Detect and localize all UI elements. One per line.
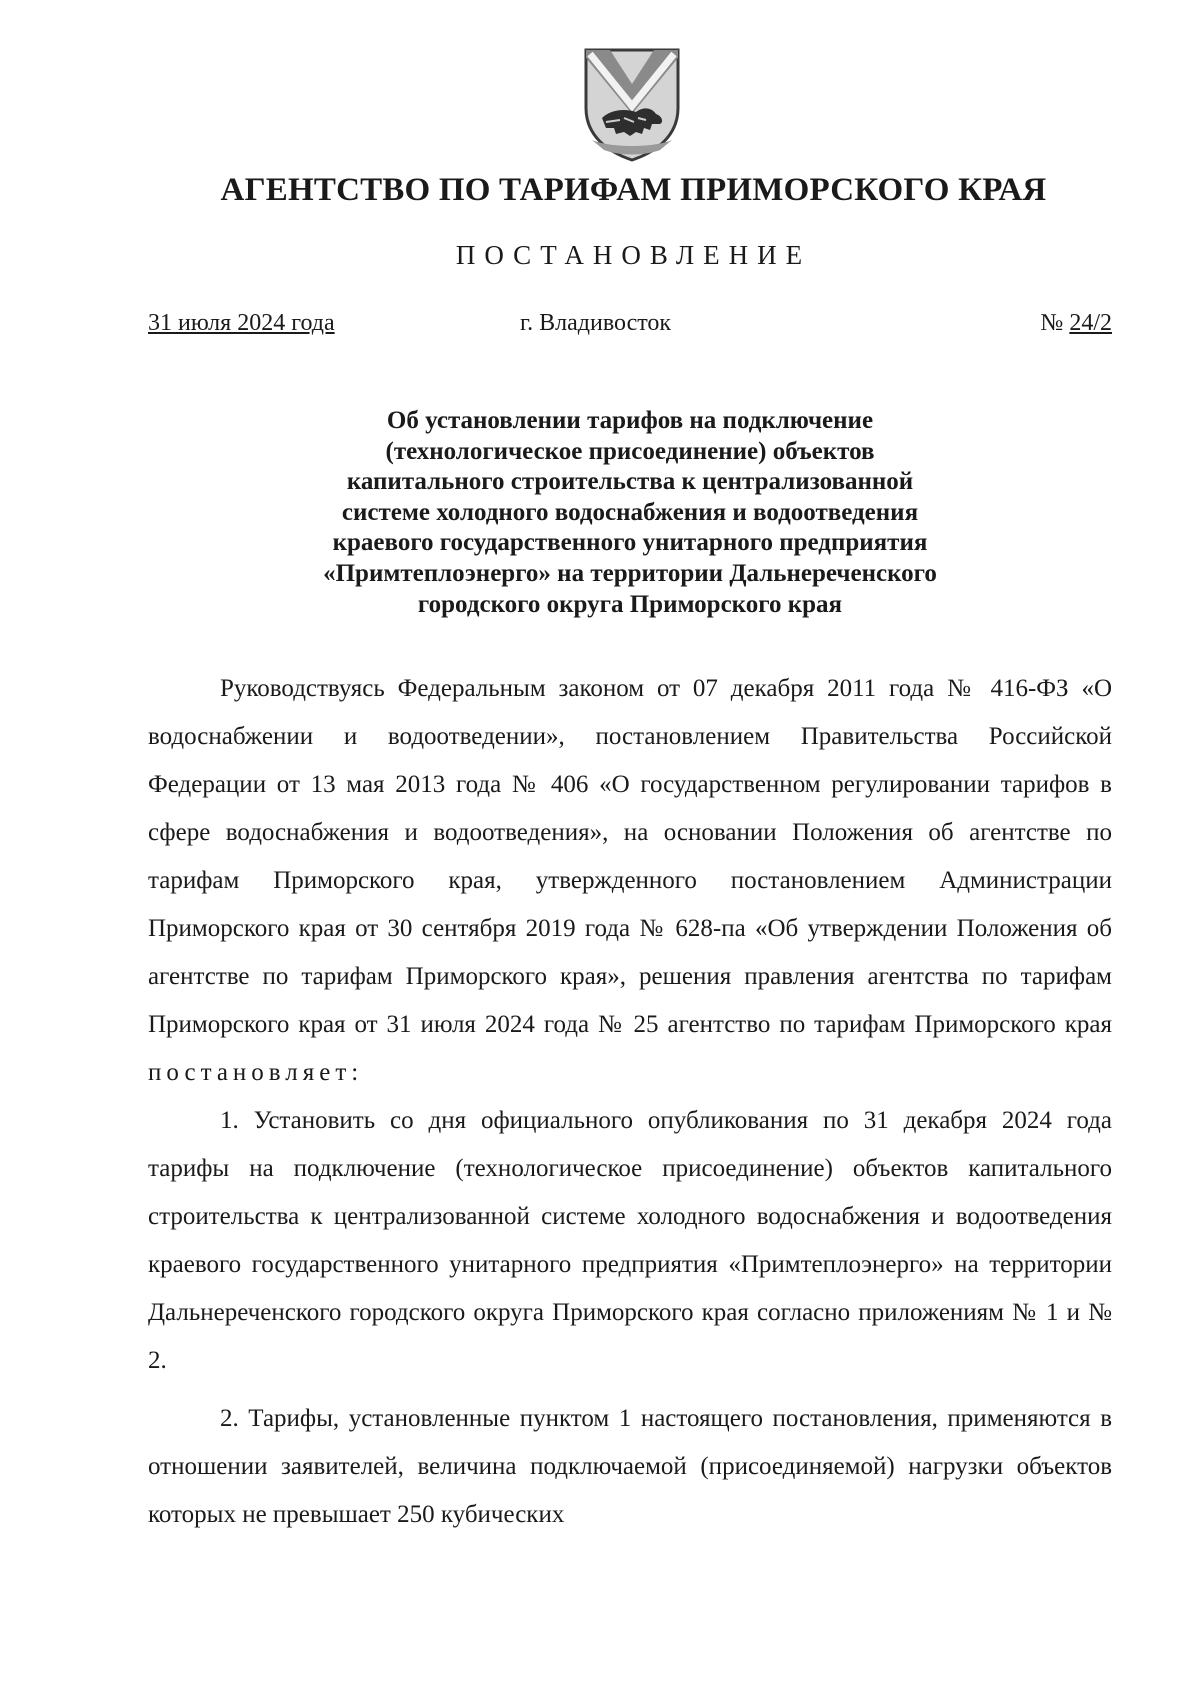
coat-of-arms-emblem bbox=[580, 44, 684, 164]
agency-title: АГЕНТСТВО ПО ТАРИФАМ ПРИМОРСКОГО КРАЯ bbox=[220, 172, 1047, 208]
number-prefix: № bbox=[1040, 310, 1064, 336]
subject-line: городского округа Приморского края bbox=[417, 590, 843, 618]
subject-line: краевого государственного унитарного предприятия bbox=[332, 529, 928, 557]
preamble-paragraph bbox=[148, 665, 1112, 1097]
item-1-paragraph: 1. Установить со дня официального опубликования по 31 декабря 2024 года тарифы на подключение (технологическое присоединение) объектов капитального строительства к централизованной системе холодного водоснабжения и водоотведения краевого государственного унитарного предприятия «Примтеплоэнерго» на территории Дальнереченского городского округа Приморского края согласно приложениям № 1 и № 2. bbox=[148, 1107, 1112, 1374]
document-date: 31 июля 2024 года bbox=[148, 310, 335, 336]
subject-line: капитального строительства к централизованной bbox=[346, 468, 914, 496]
subject-line: «Примтеплоэнерго» на территории Дальнереченского bbox=[323, 559, 937, 587]
document-type: ПОСТАНОВЛЕНИЕ bbox=[455, 240, 812, 270]
subject-line: Об установлении тарифов на подключение bbox=[386, 407, 874, 434]
document-subject bbox=[230, 406, 1030, 620]
document-city: г. Владивосток bbox=[520, 310, 672, 336]
item-2-paragraph: 2. Тарифы, установленные пунктом 1 настоящего постановления, применяются в отношении заявителей, величина подключаемой (присоединяемой) нагрузки объектов которых не превышает 250 кубических bbox=[148, 1405, 1112, 1528]
preamble-text: Руководствуясь Федеральным законом от 07 декабря 2011 года № 416-ФЗ «О водоснабжении и водоотведении», постановлением Правительства Российской Федерации от 13 мая 2013 года № 406 «О государственном регулировании тарифов в сфере водоснабжения и водоотведения», на основании Положения об агентстве по тарифам Приморского края, утвержденного постановлением Администрации Приморского края от 30 сентября 2019 года № 628-па «Об утверждении Положения об агентстве по тарифам Приморского края», решения правления агентства по тарифам Приморского края от 31 июля 2024 года № 25 агентство по тарифам Приморского края bbox=[148, 675, 1112, 1038]
subject-line: системе холодного водоснабжения и водоотведения bbox=[341, 498, 919, 526]
document-body bbox=[148, 665, 1112, 1539]
subject-line: (технологическое присоединение) объектов bbox=[385, 437, 875, 465]
resolves-word: постановляет: bbox=[148, 1059, 364, 1086]
number-value: 24/2 bbox=[1069, 310, 1112, 336]
document-number bbox=[1040, 310, 1112, 337]
